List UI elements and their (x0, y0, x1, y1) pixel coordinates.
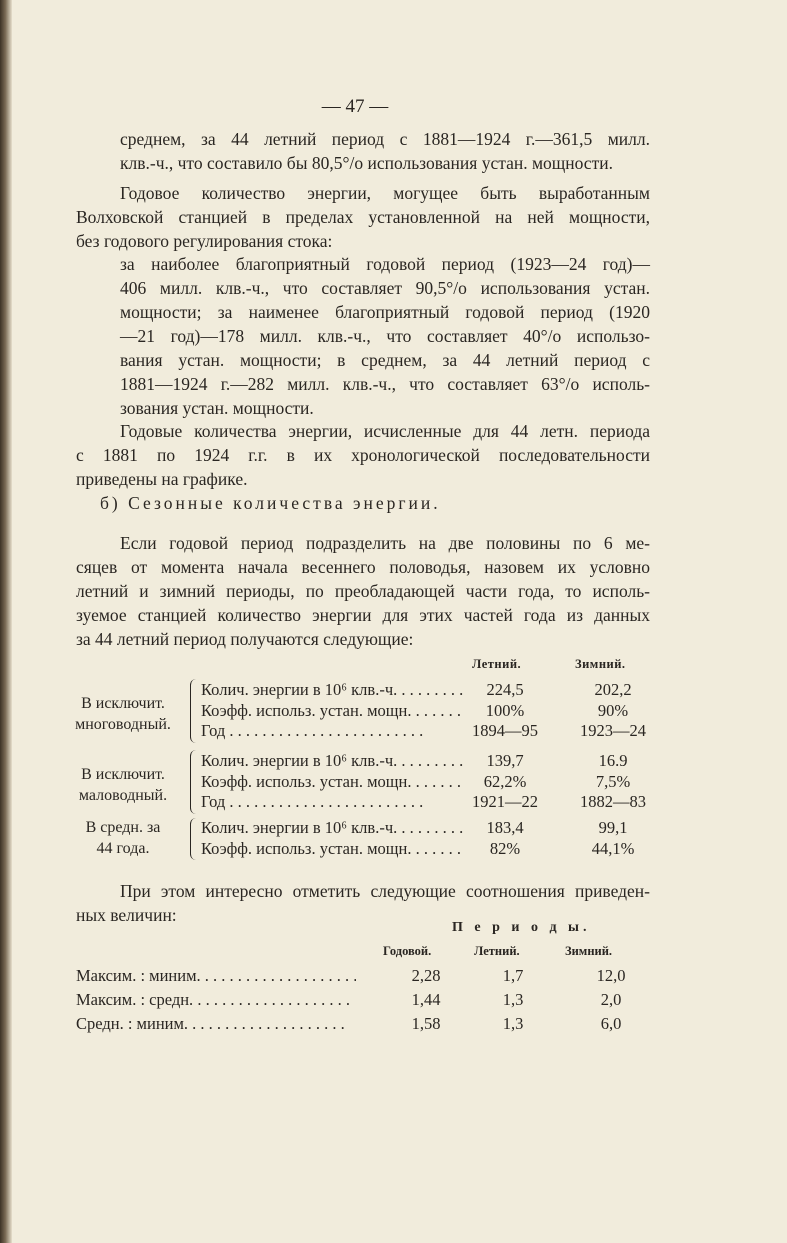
value-yearly: 1,58 (411, 1014, 441, 1033)
text-line: 1881—1924 г.—282 милл. клв.-ч., что составляет 63°/о исполь- (120, 374, 650, 394)
group-label-line: В исключит. (81, 695, 165, 712)
text-line: летний и зимний периоды, по преобладающей части года, то исполь- (76, 581, 650, 601)
row-label: Год . . . (201, 720, 463, 742)
value-summer: 139,7 (486, 751, 524, 770)
value-winter: 7,5% (595, 772, 631, 791)
value-summer: 1,3 (502, 990, 524, 1009)
periods-label: П е р и о д ы. (452, 920, 591, 935)
text-line: Годовые количества энергии, исчисленные для 44 летн. периода (120, 421, 650, 441)
value-yearly: 2,28 (411, 966, 441, 985)
text-line: без годового регулирования стока: (76, 231, 333, 251)
column-header-summer: Летний. (474, 944, 520, 958)
value-summer: 100% (485, 701, 525, 720)
value-summer: 1,7 (502, 966, 524, 985)
value-yearly: 1,44 (411, 990, 441, 1009)
row-label: Колич. энергии в 10⁶ клв.-ч. . . . (201, 679, 463, 701)
text-line: с 1881 по 1924 г.г. в их хронологической последовательности (76, 445, 650, 465)
paragraph-seasonal (76, 531, 650, 651)
text-line: Годовое количество энергии, могущее быть выработанным (120, 183, 650, 203)
column-header-winter: Зимний. (565, 944, 613, 958)
row-label: Колич. энергии в 10⁶ клв.-ч. . . . (201, 750, 463, 772)
paragraph-yearly-energy (76, 181, 650, 253)
value-winter: 2,0 (600, 990, 622, 1009)
value-summer: 1921—22 (472, 792, 538, 811)
text-line: вания устан. мощности; в среднем, за 44 летний период с (120, 350, 650, 370)
value-winter: 1923—24 (580, 721, 646, 740)
page-number: — 47 — (321, 96, 389, 117)
text-line: приведены на графике. (76, 469, 248, 489)
value-winter: 6,0 (600, 1014, 622, 1033)
paragraph-continuation (120, 127, 650, 175)
row-label: Коэфф. использ. устан. мощн. . . . (201, 838, 463, 860)
group-label-average (62, 817, 184, 859)
text-line: Если годовой период подразделить на две половины по 6 ме- (120, 533, 650, 553)
text-line: ных величин: (76, 905, 177, 925)
value-winter: 44,1% (591, 839, 635, 858)
group-label-high-water (62, 693, 184, 735)
row-label: Коэфф. использ. устан. мощн. . . . (201, 700, 463, 722)
row-label: Год . . . (201, 791, 463, 813)
brace (190, 750, 197, 814)
text-line: среднем, за 44 летний период с 1881—1924 г.—361,5 милл. (120, 129, 650, 149)
value-winter: 12,0 (596, 966, 626, 985)
text-line: за наиболее благоприятный годовой период (1923—24 год)— (120, 254, 650, 274)
brace (190, 679, 197, 743)
row-label: Максим. : средн. . . . (76, 988, 356, 1012)
section-heading: б) Сезонные количества энергии. (100, 493, 441, 513)
row-label: Максим. : миним. . . . (76, 964, 356, 988)
value-summer: 224,5 (486, 680, 524, 699)
row-label: Средн. : миним. . . . (76, 1012, 356, 1036)
column-header-winter: Зимний. (575, 657, 626, 671)
value-summer: 1,3 (502, 1014, 524, 1033)
value-summer: 183,4 (486, 818, 524, 837)
text-line: сяцев от момента начала весеннего половодья, назовем их условно (76, 557, 650, 577)
row-label: Коэфф. использ. устан. мощн. . . . (201, 771, 463, 793)
value-winter: 1882—83 (580, 792, 646, 811)
text-line: Волховской станцией в пределах установленной на ней мощности, (76, 207, 650, 227)
group-label-line: 44 года. (96, 840, 150, 857)
paragraph-graph-note (76, 419, 650, 491)
text-line: зуемое станцией количество энергии для этих частей года из данных (76, 605, 650, 625)
group-label-line: маловодный. (78, 787, 168, 804)
column-header-yearly: Годовой. (383, 944, 432, 958)
text-line: мощности; за наименее благоприятный годовой период (1920 (120, 302, 650, 322)
value-summer: 62,2% (483, 772, 527, 791)
paragraph-periods (120, 252, 650, 420)
group-label-line: В исключит. (81, 766, 165, 783)
group-label-line: многоводный. (75, 716, 171, 733)
value-winter: 99,1 (598, 818, 628, 837)
text-line: При этом интересно отметить следующие соотношения приведен- (120, 881, 650, 901)
text-line: зования устан. мощности. (120, 398, 314, 418)
brace (190, 818, 197, 860)
value-winter: 90% (597, 701, 629, 720)
text-line: за 44 летний период получаются следующие: (76, 629, 414, 649)
row-label: Колич. энергии в 10⁶ клв.-ч. . . . (201, 817, 463, 839)
value-winter: 16.9 (598, 751, 628, 770)
text-line: клв.-ч., что составило бы 80,5°/о использования устан. мощности. (120, 153, 613, 173)
text-line: 406 милл. клв.-ч., что составляет 90,5°/о использования устан. (120, 278, 650, 298)
group-label-line: В средн. за (85, 819, 161, 836)
column-header-summer: Летний. (472, 657, 522, 671)
group-label-low-water (62, 764, 184, 806)
value-summer: 82% (489, 839, 521, 858)
value-summer: 1894—95 (472, 721, 538, 740)
value-winter: 202,2 (594, 680, 632, 699)
text-line: —21 год)—178 милл. клв.-ч., что составляет 40°/о использо- (120, 326, 650, 346)
